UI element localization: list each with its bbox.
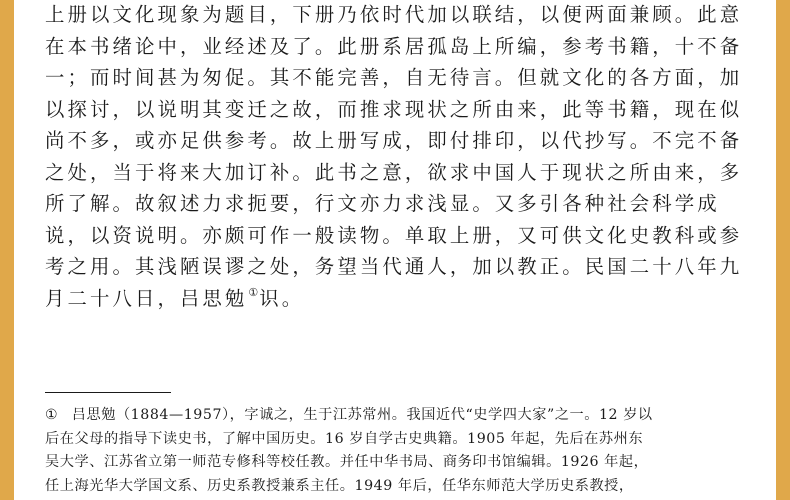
footnote-divider	[45, 392, 171, 393]
body-line: 之处，当于将来大加订补。此书之意，欲求中国人于现状之所由来，多	[45, 160, 743, 184]
footnote-line	[45, 404, 749, 428]
body-last-text: 月二十八日，吕思勉	[45, 286, 248, 310]
body-line: 说，以资说明。亦颇可作一般读物。单取上册，又可供文化史教科或参	[45, 223, 743, 247]
body-last-tail: 识。	[259, 286, 305, 310]
page-frame-right	[776, 0, 790, 500]
body-line: 在本书绪论中，业经述及了。此册系居孤岛上所编，参考书籍，十不备	[45, 34, 743, 58]
body-line: 所了解。故叙述力求扼要，行文亦力求浅显。又多引各种社会科学成	[45, 192, 720, 215]
book-page	[14, 0, 776, 500]
page-frame-left	[0, 0, 14, 500]
body-line: 尚不多，或亦足供参考。故上册写成，即付排印，以代抄写。不完不备	[45, 129, 743, 152]
footnote-text: 吕思勉（1884—1957），字诚之，生于江苏常州。我国近代“史学四大家”之一。12 岁以	[71, 407, 653, 423]
footnote	[45, 404, 749, 498]
body-line: 一；而时间甚为匆促。其不能完善，自无待言。但就文化的各方面，加	[45, 66, 743, 89]
body-line: 以探讨，以说明其变迁之故，而推求现状之所由来，此等书籍，现在似	[45, 97, 743, 121]
footnote-line: 任上海光华大学国文系、历史系教授兼系主任。1949 年后，任华东师范大学历史系教授，	[45, 477, 634, 494]
footnote-marker: ①	[45, 407, 58, 423]
body-line: 考之用。其浅陋误谬之处，务望当代通人，加以教正。民国二十八年九	[45, 255, 743, 278]
footnote-line: 吴大学、江苏省立第一师范专修科等校任教。并任中华书局、商务印书馆编辑。1926 年起，	[45, 454, 649, 470]
body-line-last	[45, 283, 747, 315]
body-paragraph	[45, 0, 747, 314]
footnote-line: 后在父母的指导下读史书，了解中国历史。16 岁自学古史典籍。1905 年起，先后在苏州东	[45, 430, 644, 447]
body-line: 上册以文化现象为题目，下册乃依时代加以联结，以便两面兼顾。此意	[45, 3, 743, 26]
footnote-reference[interactable]: ①	[248, 285, 259, 299]
